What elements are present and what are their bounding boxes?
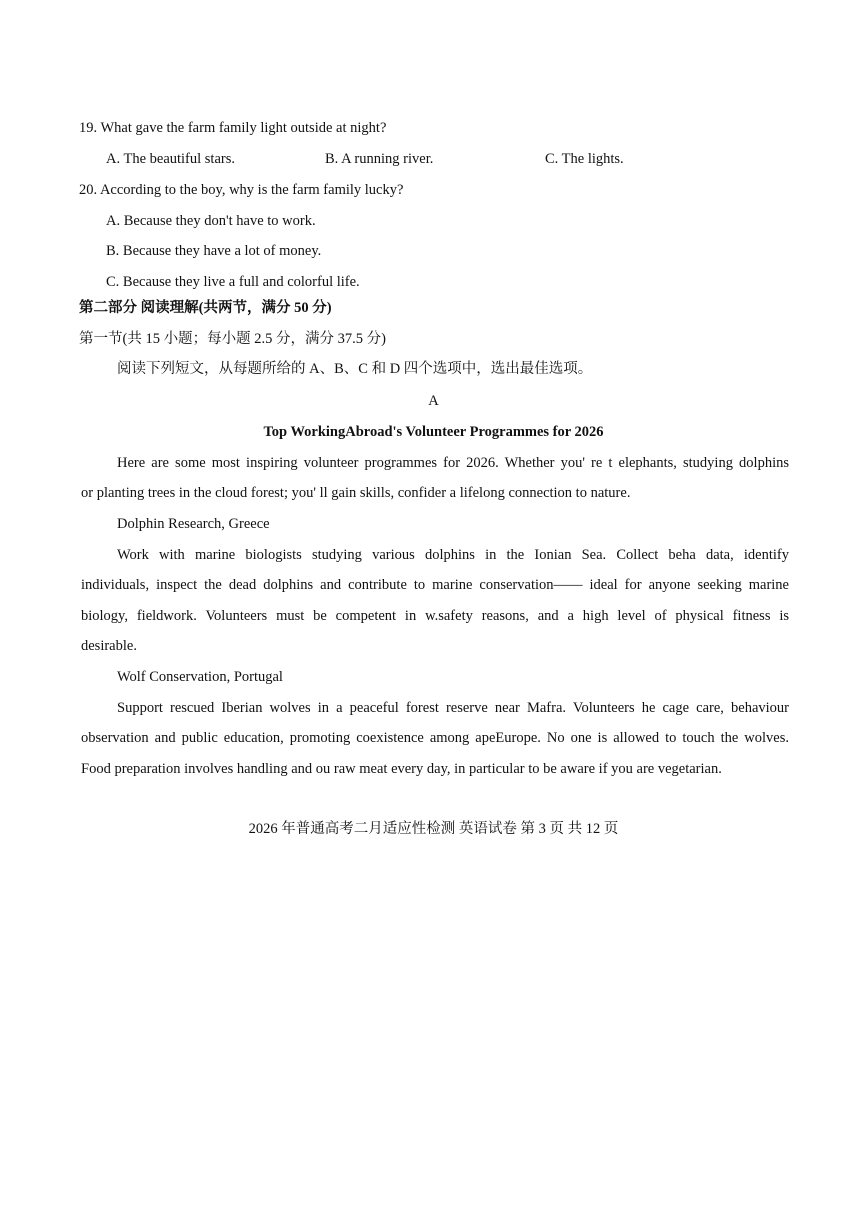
program-1-title: Dolphin Research, Greece bbox=[117, 516, 270, 532]
program-2-line-3: Food preparation involves handling and ou raw meat every day, in particular to be aware if you are vegetarian. bbox=[81, 761, 722, 777]
question-20-option-c: C. Because they live a full and colorful life. bbox=[106, 274, 360, 290]
question-19-option-c: C. The lights. bbox=[545, 151, 624, 167]
question-20-stem: 20. According to the boy, why is the farm family lucky? bbox=[79, 182, 404, 198]
program-1-line-4: desirable. bbox=[81, 638, 137, 654]
question-19-option-a: A. The beautiful stars. bbox=[106, 151, 235, 167]
program-1-line-2: individuals, inspect the dead dolphins and contribute to marine conservation—— ideal for anyone seeking marine bbox=[81, 577, 789, 593]
passage-intro-line-1: Here are some most inspiring volunteer programmes for 2026. Whether you' re t elephants, studying dolphins bbox=[117, 455, 789, 471]
question-20-option-a: A. Because they don't have to work. bbox=[106, 213, 316, 229]
question-19-stem: 19. What gave the farm family light outside at night? bbox=[79, 120, 387, 136]
question-20-option-b: B. Because they have a lot of money. bbox=[106, 243, 322, 259]
program-2-title: Wolf Conservation, Portugal bbox=[117, 669, 283, 685]
program-1-line-3: biology, fieldwork. Volunteers must be competent in w.safety reasons, and a high level of physical fitness is bbox=[81, 608, 789, 624]
section-instruction: 阅读下列短文，从每题所给的 A、B、C 和 D 四个选项中，选出最佳选项。 bbox=[117, 361, 593, 377]
part-2-heading: 第二部分 阅读理解(共两节，满分 50 分) bbox=[79, 300, 332, 316]
program-2-line-1: Support rescued Iberian wolves in a peaceful forest reserve near Mafra. Volunteers he cage care, behaviour bbox=[117, 700, 789, 716]
section-1-heading: 第一节(共 15 小题；每小题 2.5 分，满分 37.5 分) bbox=[79, 331, 386, 347]
program-1-line-1: Work with marine biologists studying various dolphins in the Ionian Sea. Collect beha data, identify bbox=[117, 547, 789, 563]
passage-label: A bbox=[428, 393, 439, 409]
passage-intro-line-2: or planting trees in the cloud forest; you' ll gain skills, confider a lifelong connection to nature. bbox=[81, 485, 631, 501]
program-2-line-2: observation and public education, promoting coexistence among apeEurope. No one is allowed to touch the wolves. bbox=[81, 730, 789, 746]
passage-title: Top WorkingAbroad's Volunteer Programmes for 2026 bbox=[263, 424, 604, 440]
question-19-option-b: B. A running river. bbox=[325, 151, 434, 167]
page-footer: 2026 年普通高考二月适应性检测 英语试卷 第 3 页 共 12 页 bbox=[248, 821, 619, 837]
